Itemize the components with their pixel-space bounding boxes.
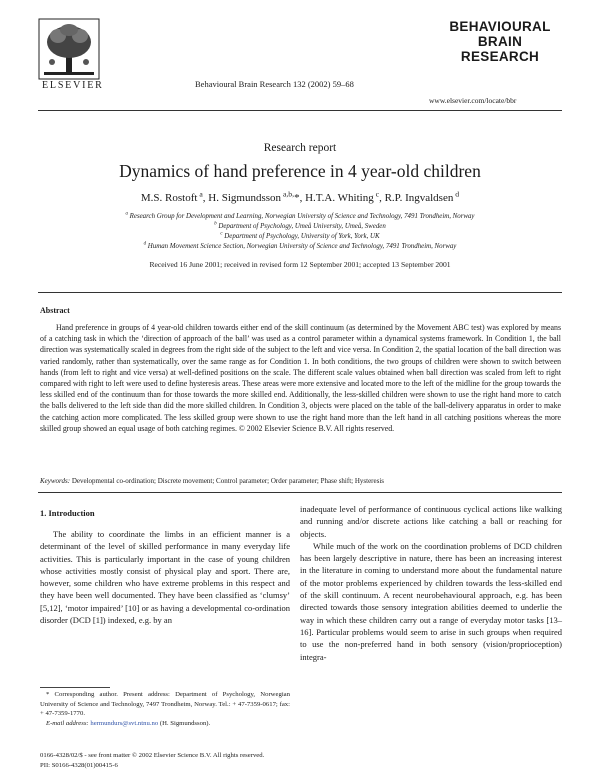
elsevier-tree-logo <box>38 18 100 80</box>
email-label: E-mail address: <box>46 720 89 728</box>
author-affiliation-mark: a <box>199 189 203 199</box>
author-email-link[interactable]: hermundurs@svt.ntnu.no <box>90 720 159 728</box>
intro-column-left: The ability to coordinate the limbs in an efficient manner is a determinant of the level of skilled performance in many everyday life activities. This is particularly important in the case of young children whose activities mostly consist of physical play and sport. There are, however, some children who have extreme problems in this respect and they have been well documented. They have been classified as ‘clumsy’ [5,12], ‘motor impaired’ [10] or as having a developmental co-ordination disorder (DCD [1]) indexed, e.g. by an <box>40 529 290 626</box>
author-name: H.T.A. Whiting <box>305 192 374 204</box>
corresponding-author-footnote <box>40 690 290 729</box>
footnote-divider <box>40 687 110 688</box>
affiliation-mark: d <box>143 241 147 247</box>
keywords <box>40 477 561 485</box>
issn-line: 0166-4328/02/$ - see front matter © 2002 Elsevier Science B.V. All rights reserved. <box>40 752 265 759</box>
affiliation-text: Department of Psychology, University of York, York, UK <box>224 233 380 240</box>
affiliation <box>30 213 570 220</box>
author-affiliation-mark: d <box>455 189 460 199</box>
affiliation-text: Human Movement Science Section, Norwegian University of Science and Technology, 7491 Trondheim, Norway <box>147 243 457 250</box>
affiliation-mark: b <box>214 221 217 227</box>
affiliation-text: Research Group for Development and Learning, Norwegian University of Science and Technology, 7491 Trondheim, Norway <box>129 213 475 220</box>
footnote-mark: * <box>46 691 50 698</box>
pii-line: PII: S0166-4328(01)00415-6 <box>40 762 118 769</box>
intro-paragraph: While much of the work on the coordination problems of DCD children has been largely descriptive in nature, there has been an increasing interest in the literature in coming to understand more about the fundamental nature of the motor problems experienced by children towards the less-skilled end of the skill continuum. A recent neurobehavioural approach, e.g. has been directed towards those sensory integration abilities deemed to underlie the way in which these children carry out a range of everyday motor tasks [13–16]. Particular problems would seem to arise in such groups when required to use the non-preferred hand in both sensory (vision/proprioception) integra- <box>300 540 562 662</box>
intro-paragraph: inadequate level of performance of continuous cyclical actions like walking and running and/or discrete actions like catching a ball or reaching for objects. <box>300 504 562 539</box>
intro-column-right <box>300 503 562 663</box>
journal-title-line: BRAIN <box>477 34 523 49</box>
article-type-label: Research report <box>263 142 337 154</box>
abstract-bottom-divider <box>38 492 562 493</box>
header-divider <box>38 110 562 111</box>
author-separator: , <box>202 192 209 204</box>
journal-citation: Behavioural Brain Research 132 (2002) 59–68 <box>195 79 354 89</box>
article-title: Dynamics of hand preference in 4 year-old children <box>119 161 481 181</box>
author-separator: , <box>299 192 306 204</box>
author-name: R.P. Ingvaldsen <box>384 192 454 204</box>
affiliation <box>30 233 570 240</box>
footnote-text: Corresponding author. Present address: Department of Psychology, Norwegian University of Science and Technology, 7497 Trondheim, Norway. Tel.: + 47-7359-0617; fax: + 47-7359-1770. <box>40 691 290 718</box>
affiliation-mark: c <box>220 231 223 237</box>
journal-title-line: RESEARCH <box>460 49 540 64</box>
affiliation <box>30 243 570 250</box>
keywords-text: Developmental co-ordination; Discrete movement; Control parameter; Order parameter; Phase shift; Hysteresis <box>71 477 385 485</box>
keywords-label: Keywords: <box>40 477 71 485</box>
author-name: M.S. Rostoft <box>140 192 198 204</box>
abstract-text: Hand preference in groups of 4 year-old children towards either end of the skill continuum (as determined by the Movement ABC test) was explored by means of a catching task in which the ‘direction of approach of the ball’ was used as a control parameter within a dynamical systems framework. In Condition 1, the ball direction was systematically scaled in degrees from the right side of the subject to the left and vice versa. In Condition 2, the spatial location of the ball direction was varied randomly, rather than systematically, over the same range as for Condition 1. In both conditions, the two groups of children were shown to switch between hands (from left to right and vice versa) at well-defined positions on the scale. The different scale values obtained when ball direction was scaled from left to right compared with right to left were used to define hysteresis areas. These areas were more extensive and located more to the left of the midline for the group towards the less skilled end of the continuum than for those towards the more skilled end. Additionally, the less-skilled children were shown to use the right hand more to catch the balls delivered to the left side than did the more skilled children. In Condition 3, objects were placed on the table of the ball-delivery apparatus in order to make the catching action more complicated. The less skilled group were shown to use the right hand more than the left hand in all catching positions whereas the more skilled group showed an equal usage of both catching regimes. © 2002 Elsevier Science B.V. All rights reserved. <box>40 323 561 433</box>
abstract-top-divider <box>38 292 562 293</box>
journal-title <box>438 19 562 64</box>
abstract-heading: Abstract <box>40 306 70 315</box>
affiliation <box>30 223 570 230</box>
section-heading-introduction: 1. Introduction <box>40 508 95 518</box>
journal-url[interactable]: www.elsevier.com/locate/bbr <box>429 96 517 105</box>
received-dates: Received 16 June 2001; received in revised form 12 September 2001; accepted 13 September 2001 <box>149 260 451 269</box>
email-suffix: (H. Sigmundsson). <box>158 720 211 728</box>
author-name: H. Sigmundsson <box>208 192 282 204</box>
journal-title-line: BEHAVIOURAL <box>449 19 551 34</box>
author-affiliation-mark: c <box>375 189 380 199</box>
affiliation-text: Department of Psychology, Umeå University, Umeå, Sweden <box>218 223 386 230</box>
author-separator: , <box>379 192 385 204</box>
affiliation-mark: a <box>125 211 128 217</box>
corresponding-author-mark: * <box>294 192 300 204</box>
publisher-name: ELSEVIER <box>42 80 104 91</box>
author-affiliation-mark: a,b, <box>282 189 295 199</box>
author-list <box>0 189 600 204</box>
